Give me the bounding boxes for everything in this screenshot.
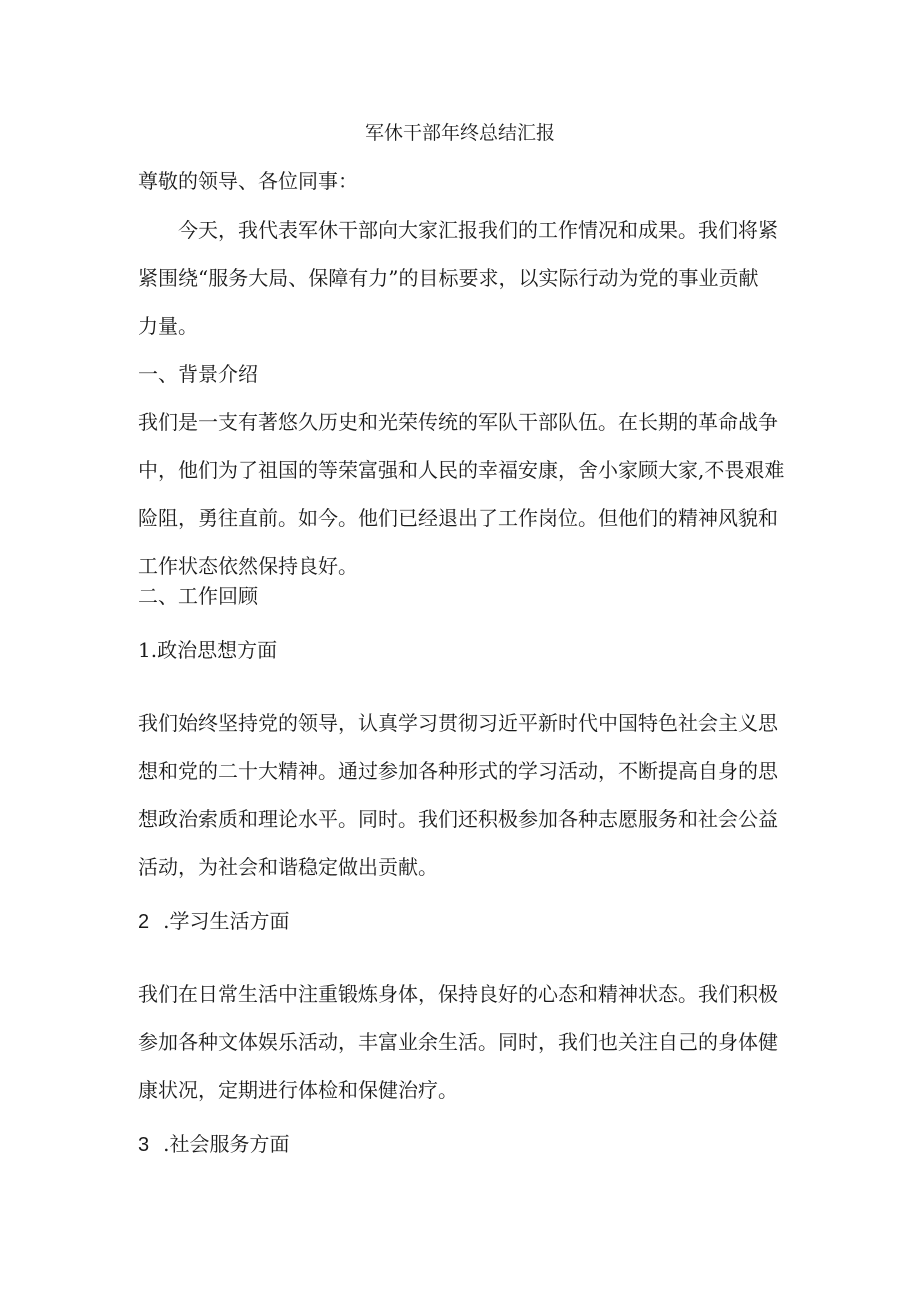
- document-title: 军休干部年终总结汇报: [364, 122, 555, 144]
- item-heading-text: .社会服务方面: [163, 1132, 290, 1156]
- item-heading-text: .学习生活方面: [163, 909, 290, 933]
- body-line: 想政治索质和理论水平。同时。我们还积极参加各种志愿服务和社会公益: [138, 807, 778, 831]
- intro-line: 力量。: [138, 314, 198, 338]
- body-line: 想和党的二十大精神。通过参加各种形式的学习活动，不断提高自身的思: [138, 759, 778, 783]
- body-line: 工作状态依然保持良好。: [138, 554, 358, 578]
- body-line: 我们是一支有著悠久历史和光荣传统的军队干部队伍。在长期的革命战争: [138, 410, 778, 434]
- body-line: 中，他们为了祖国的等荣富强和人民的幸福安康，舍小家顾大家,不畏艰难: [138, 458, 785, 482]
- item-heading-political: 1.政治思想方面: [138, 638, 278, 662]
- item-heading-social-service: [138, 1132, 289, 1157]
- section-heading-background: 一、背景介绍: [138, 362, 258, 386]
- section-heading-review: 二、工作回顾: [138, 584, 258, 608]
- item-number: 2: [138, 911, 150, 933]
- body-line: 康状况，定期进行体检和保健治疗。: [138, 1078, 458, 1102]
- intro-line: 紧围绕“服务大局、保障有力”的目标要求，以实际行动为党的事业贡献: [138, 266, 759, 290]
- body-line: 我们始终坚持党的领导，认真学习贯彻习近平新时代中国特色社会主义思: [138, 711, 778, 735]
- body-line: 险阻，勇往直前。如今。他们已经退出了工作岗位。但他们的精神风貌和: [138, 506, 778, 530]
- body-line: 活动，为社会和谐稳定做出贡献。: [138, 855, 438, 879]
- salutation: 尊敬的领导、各位同事：: [138, 169, 358, 193]
- body-line: 我们在日常生活中注重锻炼身体，保持良好的心态和精神状态。我们积极: [138, 982, 778, 1006]
- item-number: 3: [138, 1134, 150, 1156]
- body-line: 参加各种文体娱乐活动，丰富业余生活。同时，我们也关注自己的身体健: [138, 1030, 778, 1054]
- intro-line: 今天，我代表军休干部向大家汇报我们的工作情况和成果。我们将紧: [178, 218, 778, 242]
- item-heading-study-life: [138, 909, 289, 934]
